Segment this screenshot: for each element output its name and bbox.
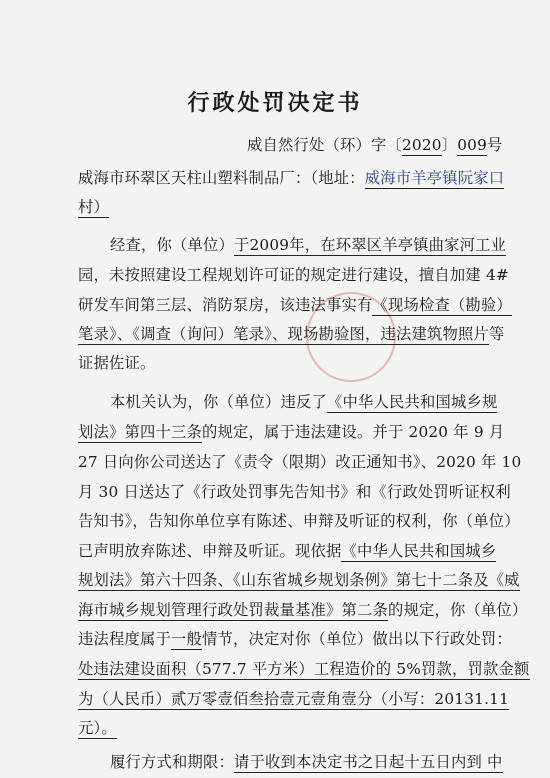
paragraph-line: 告知书》，告知你单位享有陈述、申辩及听证的权利，你（单位） [78,512,520,530]
recipient-line: 威海市环翠区天柱山塑料制品厂：（地址：威海市羊亭镇阮家口 [78,169,505,187]
paragraph-line: 证据佐证。 [78,354,156,372]
recipient-line-2: 村） [78,198,109,216]
paragraph-line: 违法程度属于一般情节，决定对你（单位）做出以下行政处罚： [78,630,512,648]
paragraph-line: 经查，你（单位）于2009年，在环翠区羊亭镇曲家河工业 [110,236,507,254]
paragraph-line: 履行方式和期限：请于收到本决定书之日起十五日内到 中 [110,753,503,771]
paragraph-line: 处违法建设面积（577.7 平方米）工程造价的 5%罚款，罚款金额 [78,660,530,678]
document-number: 威自然行处（环）字〔2020〕009号 [247,136,503,154]
paragraph-line: 27 日向你公司送达了《责令（限期）改正通知书》、2020 年 10 [78,453,522,471]
paragraph-line: 研发车间第三层、消防泵房，该违法事实有《现场检查（勘验） [78,296,512,314]
paragraph-line: 为（人民币）贰万零壹佰叁拾壹元壹角壹分（小写：20131.11 [78,690,510,708]
paragraph-line: 月 30 日送达了《行政处罚事先告知书》和《行政处罚听证权利 [78,483,511,501]
paragraph-line: 已声明放弃陈述、申辩及听证。现依据《中华人民共和国城乡 [78,542,497,560]
paragraph-line: 元）。 [78,719,117,737]
paragraph-line: 划法》第四十三条的规定，属于违法建设。并于 2020 年 9 月 [78,423,505,441]
paragraph-line: 海市城乡规划管理行政处罚裁量基准》第二条的规定，你（单位） [78,601,528,619]
paragraph-line: 规划法》第六十四条、《山东省城乡规划条例》第七十二条及《威 [78,571,520,589]
paragraph-line: 笔录》、《调查（询问）笔录》、现场勘验图，违法建筑物照片等 [78,325,505,343]
document-title: 行政处罚决定书 [187,90,363,116]
paragraph-line: 本机关认为，你（单位）违反了《中华人民共和国城乡规 [110,393,498,411]
paragraph-line: 园，未按照建设工程规划许可证的规定进行建设，擅自加建 4# [78,266,509,284]
